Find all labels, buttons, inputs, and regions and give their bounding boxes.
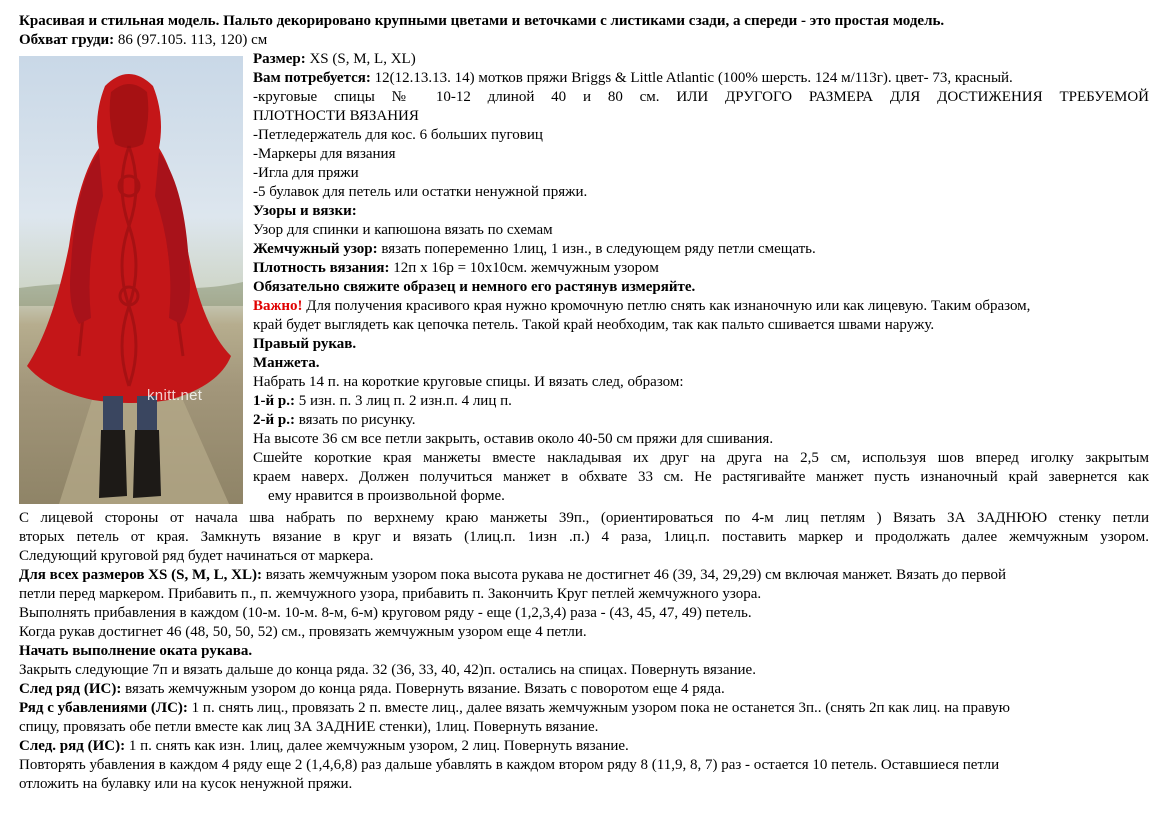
important-label: Важно! bbox=[253, 298, 303, 314]
density-label: Плотность вязания: bbox=[253, 260, 390, 276]
pins-line: -5 булавок для петель или остатки ненужной пряжи. bbox=[253, 184, 588, 200]
important-text-1: Для получения красивого края нужно кромочную петлю снять как изнаночную или как лицевую. Таким образом, bbox=[302, 298, 1031, 314]
next-row-value: вязать жемчужным узором до конца ряда. Повернуть вязание. Вязать с поворотом еще 4 ряда. bbox=[121, 681, 725, 697]
repeat-line-2: отложить на булавку или на кусок ненужной пряжи. bbox=[19, 776, 353, 792]
materials-column bbox=[253, 50, 1149, 506]
bust-value: 86 (97.105. 113, 120) см bbox=[114, 32, 268, 48]
watermark: knitt.net bbox=[147, 387, 203, 404]
row1-value: 5 изн. п. 3 лиц п. 2 изн.п. 4 лиц п. bbox=[294, 393, 512, 409]
next-row-line bbox=[19, 680, 1149, 699]
pearl-value: вязать попеременно 1лиц, 1 изн., в следующем ряду петли смещать. bbox=[377, 241, 816, 257]
important-line-1 bbox=[253, 297, 1149, 316]
bust-line bbox=[19, 31, 1149, 50]
needle-line: -Игла для пряжи bbox=[253, 165, 359, 181]
p1-line-3: Следующий круговой ряд будет начинаться от маркера. bbox=[19, 548, 374, 564]
decrease-text-1: 1 п. снять лиц., провязать 2 п. вместе лиц., далее вязать жемчужным узором пока не останется 3п.. (снять 2п как лиц. на правую bbox=[187, 700, 1010, 716]
pearl-label: Жемчужный узор: bbox=[253, 241, 378, 257]
holder-line: -Петледержатель для кос. 6 больших пуговиц bbox=[253, 127, 543, 143]
next-row2-label: След. ряд (ИС): bbox=[19, 738, 126, 754]
decrease-line-1 bbox=[19, 699, 1149, 718]
bust-label: Обхват груди: bbox=[19, 32, 115, 48]
coat-photo-illustration bbox=[19, 56, 243, 504]
patterns-heading: Узоры и вязки: bbox=[253, 203, 357, 219]
patterns-text: Узор для спинки и капюшона вязать по схемам bbox=[253, 222, 553, 238]
next-row2-value: 1 п. снять как изн. 1лиц, далее жемчужным узором, 2 лиц. Повернуть вязание. bbox=[125, 738, 629, 754]
repeat-line-1: Повторять убавления в каждом 4 ряду еще 2 (1,4,6,8) раз дальше убавлять в каждом втором ряду 8 (11,9, 8, 7) раз - остается 10 петель. Оставшиеся петли bbox=[19, 757, 1000, 773]
next-row2-line bbox=[19, 737, 1149, 756]
needles-line-1: -круговые спицы № 10-12 длиной 40 и 80 см. ИЛИ ДРУГОГО РАЗМЕРА ДЛЯ ДОСТИЖЕНИЯ ТРЕБУЕМОЙ bbox=[253, 89, 1149, 105]
sew-line-3: ему нравится в произвольной форме. bbox=[268, 488, 505, 504]
size-line bbox=[253, 50, 1149, 69]
size-value: XS (S, M, L, XL) bbox=[305, 51, 416, 67]
size-label: Размер: bbox=[253, 51, 306, 67]
instructions-body bbox=[19, 509, 1149, 794]
increase-line: Выполнять прибавления в каждом (10-м. 10-м. 8-м, 6-м) круговом ряду - еще (1,2,3,4) раза - (43, 45, 47, 49) петель. bbox=[19, 605, 752, 621]
cap-text: Закрыть следующие 7п и вязать дальше до конца ряда. 32 (36, 33, 40, 42)п. остались на спицах. Повернуть вязание. bbox=[19, 662, 756, 678]
p1-line-1: С лицевой стороны от начала шва набрать по верхнему краю манжеты 39п., (ориентироваться по 4-м лиц петлям ) Вязать ЗА ЗАДНЮЮ стенку петли bbox=[19, 510, 1149, 526]
density-value: 12п х 16р = 10х10см. жемчужным узором bbox=[389, 260, 659, 276]
important-line-2: край будет выглядеть как цепочка петель. Такой край необходим, так как пальто сшивается швами наружу. bbox=[253, 317, 935, 333]
decrease-label: Ряд с убавлениями (ЛС): bbox=[19, 700, 188, 716]
next-row-label: След ряд (ИС): bbox=[19, 681, 122, 697]
row2-line bbox=[253, 411, 1149, 430]
all-sizes-line-2: петли перед маркером. Прибавить п., п. жемчужного узора, прибавить п. Закончить Круг петлей жемчужного узора. bbox=[19, 586, 762, 602]
density-line bbox=[253, 259, 1149, 278]
markers-line: -Маркеры для вязания bbox=[253, 146, 396, 162]
need-value: 12(12.13.13. 14) мотков пряжи Briggs & Little Atlantic (100% шерсть. 124 м/113г). цвет- 73, красный. bbox=[370, 70, 1013, 86]
row1-line bbox=[253, 392, 1149, 411]
cap-heading: Начать выполнение оката рукава. bbox=[19, 643, 253, 659]
row2-label: 2-й р.: bbox=[253, 412, 295, 428]
row2-value: вязать по рисунку. bbox=[294, 412, 416, 428]
cuff-text: Набрать 14 п. на короткие круговые спицы. И вязать след, образом: bbox=[253, 374, 684, 390]
cuff-heading: Манжета. bbox=[253, 355, 320, 371]
reach-line: Когда рукав достигнет 46 (48, 50, 50, 52) см., провязать жемчужным узором еще 4 петли. bbox=[19, 624, 587, 640]
decrease-line-2: спицу, провязать обе петли вместе как лиц ЗА ЗАДНИЕ стенки), 1лиц. Повернуть вязание. bbox=[19, 719, 599, 735]
sew-line-2: краем наверх. Должен получиться манжет в обхвате 33 см. Не растягивайте манжет пусть изнаночный край завернется как bbox=[253, 469, 1149, 485]
all-sizes-label: Для всех размеров XS (S, M, L, XL): bbox=[19, 567, 262, 583]
sample-line: Обязательно свяжите образец и немного его растянув измеряйте. bbox=[253, 279, 696, 295]
all-sizes-text-1: вязать жемчужным узором пока высота рукава не достигнет 46 (39, 34, 29,29) см включая манжет. Вязать до первой bbox=[261, 567, 1007, 583]
needles-line-2: ПЛОТНОСТИ ВЯЗАНИЯ bbox=[253, 108, 419, 124]
close-line: На высоте 36 см все петли закрыть, оставив около 40-50 см пряжи для сшивания. bbox=[253, 431, 774, 447]
all-sizes-line-1 bbox=[19, 566, 1149, 585]
pearl-line bbox=[253, 240, 1149, 259]
row1-label: 1-й р.: bbox=[253, 393, 295, 409]
document-page bbox=[19, 12, 1149, 792]
sew-line-1: Сшейте короткие края манжеты вместе накладывая их друг на друга на 2,5 см, используя шов вперед иголку закрытым bbox=[253, 450, 1149, 466]
need-label: Вам потребуется: bbox=[253, 70, 371, 86]
sleeve-heading: Правый рукав. bbox=[253, 336, 357, 352]
coat-photo bbox=[19, 56, 243, 504]
p1-line-2: вторых петель от края. Замкнуть вязание в круг и вязать (1лиц.п. 1изн .п.) 4 раза, 1лиц.п. поставить маркер и продолжать далее жемчужным узором. bbox=[19, 529, 1149, 545]
document-title: Красивая и стильная модель. Пальто декорировано крупными цветами и веточками с листиками сзади, а спереди - это простая модель. bbox=[19, 13, 945, 29]
need-line bbox=[253, 69, 1149, 88]
